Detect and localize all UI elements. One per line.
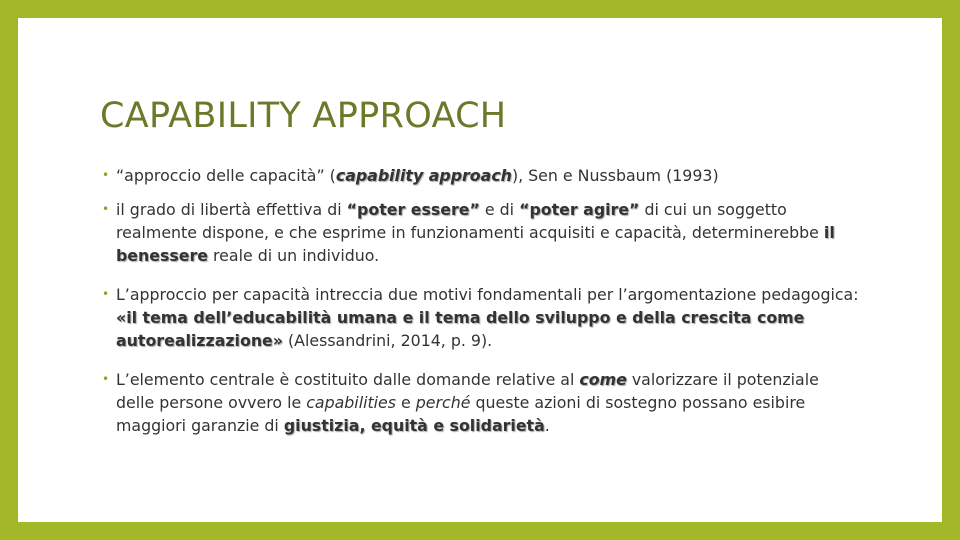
slide-title: CAPABILITY APPROACH [100, 96, 507, 136]
bullet-item: • L’elemento centrale è costituito dalle domande relative al come valorizzare il potenziale delle persone ovvero le capabilities e perché queste azioni di sostegno possano esibire maggiori garanzie di giustizia, equità e solidarietà. [100, 368, 860, 437]
bullet-item: • il grado di libertà effettiva di “poter essere” e di “poter agire” di cui un soggetto realmente dispone, e che esprime in funzionamenti acquisiti e capacità, determinerebbe il benessere reale di un individuo. [100, 198, 860, 267]
bullet-item: • L’approccio per capacità intreccia due motivi fondamentali per l’argomentazione pedagogica: «il tema dell’educabilità umana e il tema dello sviluppo e della crescita come autorealizzazione» (Alessandrini, 2014, p. 9). [100, 283, 860, 352]
bullet-item: • “approccio delle capacità” (capability approach), Sen e Nussbaum (1993) [100, 164, 860, 187]
bullet-list [100, 164, 860, 453]
slide [18, 18, 942, 522]
